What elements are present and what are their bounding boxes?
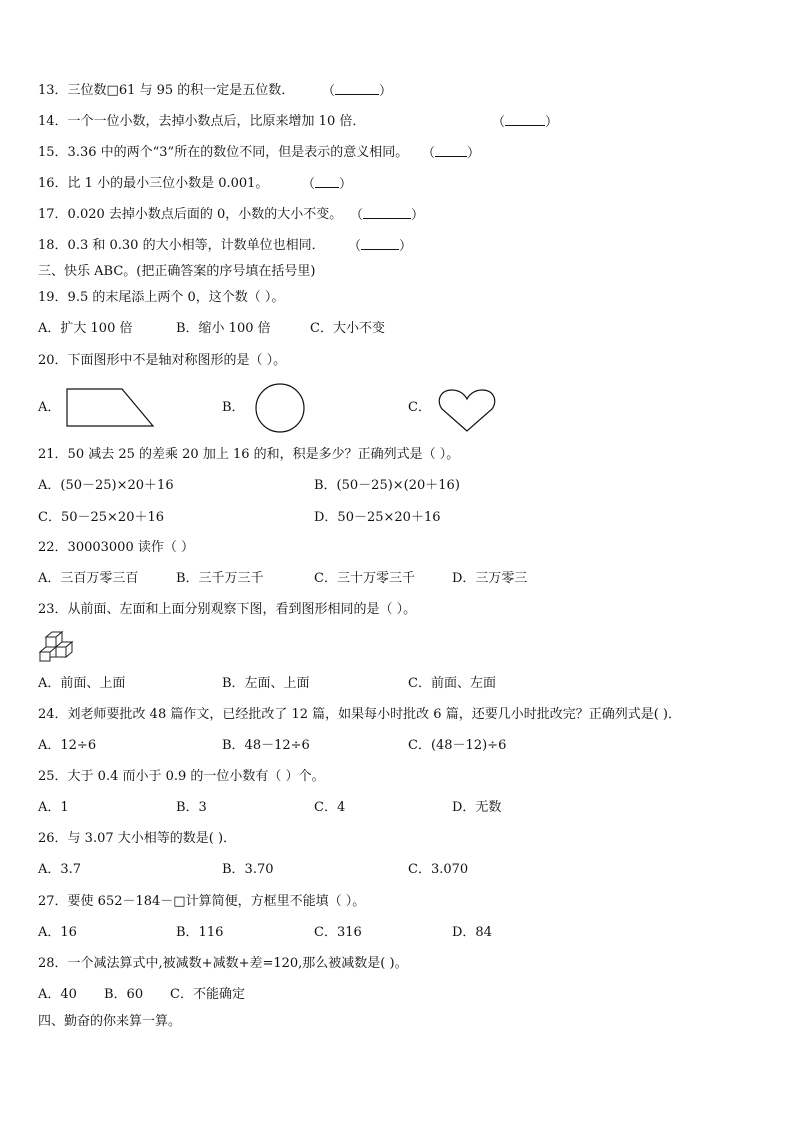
option-21-d[interactable]: D．50－25×20＋16 [314,510,441,525]
answer-blank[interactable] [361,237,399,250]
option-25-d[interactable]: D．无数 [452,800,502,815]
option-26-a[interactable]: A．3.7 [38,862,82,877]
option-23-c[interactable]: C．前面、左面 [408,676,496,691]
circle-shape [254,384,308,432]
option-22-a[interactable]: A．三百万零三百 [38,571,139,586]
option-21-c[interactable]: C．50－25×20＋16 [38,510,165,525]
option-21-b[interactable]: B．(50－25)×(20＋16) [314,478,460,493]
question-text: 三位数□61 与 95 的积一定是五位数． [67,83,295,98]
option-26-c[interactable]: C．3.070 [408,862,469,877]
question-21: 21．50 减去 25 的差乘 20 加上 16 的和，积是多少？正确列式是（ ）。 [38,447,460,462]
question-27: 27．要使 652－184－□计算简便，方框里不能填（ ）。 [38,894,366,909]
question-26: 26．与 3.07 大小相等的数是( )． [38,831,237,846]
option-22-b[interactable]: B．三千万三千 [176,571,264,586]
option-28-a[interactable]: A．40 [38,987,77,1002]
option-27-c[interactable]: C．316 [314,925,362,940]
question-number: 16． [38,176,68,191]
answer-blank[interactable] [363,206,411,219]
answer-paren-15[interactable]: （ ） [422,146,481,161]
question-23: 23．从前面、左面和上面分别观察下图，看到图形相同的是（ ）。 [38,602,417,617]
question-14 [38,113,365,131]
answer-paren-14[interactable]: （ ） [492,115,559,130]
option-20-a[interactable]: A． [38,400,61,415]
question-18 [38,237,325,255]
option-26-b[interactable]: B．3.70 [222,862,274,877]
question-number: 14． [38,114,68,129]
option-28-c[interactable]: C．不能确定 [170,987,245,1002]
question-24: 24．刘老师要批改 48 篇作文，已经批改了 12 篇，如果每小时批改 6 篇，还要几小时批改完？正确列式是( )． [38,707,681,722]
option-28-b[interactable]: B．60 [104,987,144,1002]
question-text: 0.3 和 0.30 的大小相等，计数单位也相同． [67,238,325,253]
question-number: 13． [38,83,68,98]
section-heading-4: 四、勤奋的你来算一算。 [38,1014,182,1029]
option-22-c[interactable]: C．三十万零三千 [314,571,415,586]
question-25: 25．大于 0.4 而小于 0.9 的一位小数有（ ）个。 [38,769,325,784]
option-27-a[interactable]: A．16 [38,925,77,940]
option-25-c[interactable]: C．4 [314,800,346,815]
option-20-c[interactable]: C． [408,400,431,415]
question-text: 比 1 小的最小三位小数是 0.001。 [67,176,269,191]
answer-paren-13[interactable]: （ ） [322,84,393,99]
option-25-a[interactable]: A．1 [38,800,69,815]
question-text: 3.36 中的两个“3”所在的数位不同，但是表示的意义相同。 [67,145,409,160]
answer-paren-16[interactable]: （ ） [302,177,353,192]
answer-paren-18[interactable]: （ ） [348,239,413,254]
answer-blank[interactable] [335,82,379,95]
answer-blank[interactable] [505,113,545,126]
option-27-d[interactable]: D．84 [452,925,492,940]
question-16 [38,175,268,193]
question-13 [38,82,294,100]
option-19-a[interactable]: A．扩大 100 倍 [38,321,133,336]
question-text: 一个一位小数，去掉小数点后，比原来增加 10 倍． [67,114,366,129]
question-number: 17． [38,207,68,222]
question-number: 18． [38,238,68,253]
question-17 [38,206,342,224]
question-28: 28．一个减法算式中,被减数+减数+差=120,那么被减数是( )。 [38,956,408,971]
answer-blank[interactable] [435,144,467,157]
option-21-a[interactable]: A．(50－25)×20＋16 [38,478,174,493]
option-23-b[interactable]: B．左面、上面 [222,676,310,691]
option-27-b[interactable]: B．116 [176,925,224,940]
section-heading-3: 三、快乐 ABC。(把正确答案的序号填在括号里) [38,264,316,279]
cube-stack-figure [38,630,74,662]
answer-blank[interactable] [315,175,339,188]
question-19: 19．9.5 的末尾添上两个 0，这个数（ ）。 [38,290,285,305]
trapezoid-shape [66,388,156,428]
option-24-a[interactable]: A．12÷6 [38,738,97,753]
option-24-b[interactable]: B．48－12÷6 [222,738,310,753]
option-23-a[interactable]: A．前面、上面 [38,676,126,691]
question-20: 20．下面图形中不是轴对称图形的是（ ）。 [38,353,287,368]
question-text: 0.020 去掉小数点后面的 0，小数的大小不变。 [67,207,343,222]
option-19-b[interactable]: B．缩小 100 倍 [176,321,271,336]
option-25-b[interactable]: B．3 [176,800,207,815]
question-15 [38,144,408,162]
question-22: 22．30003000 读作（ ） [38,540,194,555]
option-20-b[interactable]: B． [222,400,245,415]
heart-shape [438,389,498,433]
option-19-c[interactable]: C．大小不变 [310,321,385,336]
option-24-c[interactable]: C．(48－12)÷6 [408,738,507,753]
option-22-d[interactable]: D．三万零三 [452,571,528,586]
answer-paren-17[interactable]: （ ） [350,208,425,223]
question-number: 15． [38,145,68,160]
